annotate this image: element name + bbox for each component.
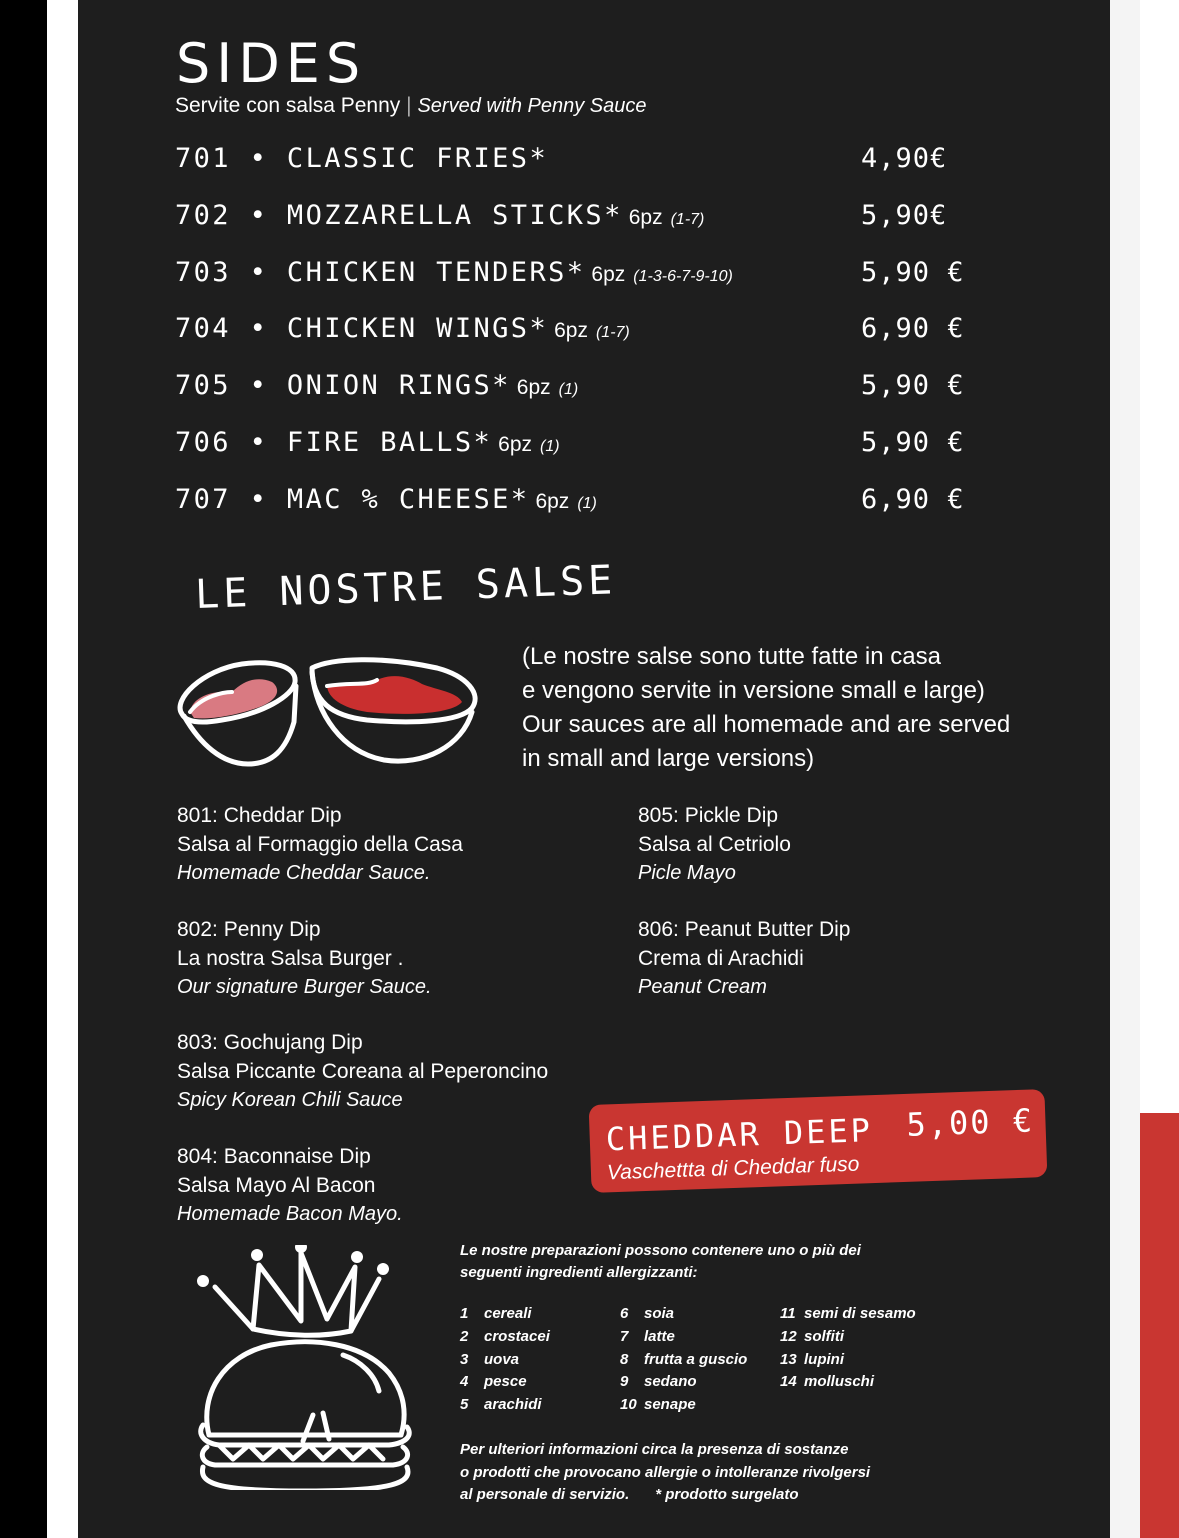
sauce-title: 804: Baconnaise Dip: [177, 1145, 371, 1168]
item-price: 4,90€: [861, 143, 948, 174]
allergen-item: 13 lupini: [780, 1350, 844, 1368]
menu-item-707: [175, 484, 975, 524]
menu-item-702: [175, 200, 975, 240]
sauce-bowls-illustration: [162, 652, 492, 772]
item-pieces: 6pz: [535, 490, 570, 513]
item-name: [175, 313, 630, 344]
item-name: [175, 200, 704, 231]
subtitle-italian: Servite con salsa Penny: [175, 94, 401, 117]
allergen-item: 1 cereali: [460, 1305, 532, 1322]
badge-title: CHEDDAR DEEP: [605, 1111, 874, 1159]
menu-page: [78, 0, 1110, 1538]
sauce-italian: Crema di Arachidi: [638, 946, 804, 970]
sauce-title: 801: Cheddar Dip: [177, 804, 342, 827]
item-label: 705 • ONION RINGS*: [175, 370, 511, 401]
crown-dot: [351, 1251, 363, 1263]
menu-item-703: [175, 257, 975, 297]
sauce-title: 802: Penny Dip: [177, 918, 321, 941]
sauce-english: Our signature Burger Sauce.: [177, 976, 432, 998]
crown-dot: [377, 1263, 389, 1275]
sauce-english: Homemade Bacon Mayo.: [177, 1203, 403, 1225]
allergen-item: 7 latte: [620, 1327, 675, 1345]
allergen-intro: Le nostre preparazioni possono contenere uno o più dei seguenti ingredienti allergizzanti:: [460, 1242, 861, 1281]
item-name: [175, 427, 560, 458]
allergen-footer: [460, 1439, 920, 1507]
item-label: 701 • CLASSIC FRIES*: [175, 143, 549, 174]
item-label: 707 • MAC % CHEESE*: [175, 484, 530, 515]
subtitle-english: Served with Penny Sauce: [417, 95, 647, 117]
item-allergens: (1): [540, 438, 560, 455]
sides-title: SIDES: [176, 32, 367, 95]
item-label: 706 • FIRE BALLS*: [175, 427, 493, 458]
item-name: [175, 484, 597, 515]
sauces-title: LE NOSTRE SALSE: [194, 557, 617, 618]
menu-item-705: [175, 370, 975, 410]
sauce-italian: Salsa Piccante Coreana al Peperoncino: [177, 1059, 549, 1083]
allergen-column-2: [620, 1303, 747, 1417]
crown-dot: [251, 1249, 263, 1261]
item-name: [175, 143, 562, 174]
allergen-item: 3 uova: [460, 1350, 520, 1368]
footer-service-note: al personale di servizio.: [460, 1486, 630, 1503]
allergen-column-3: [780, 1303, 916, 1394]
footer-line: o prodotti che provocano allergie o intolleranze rivolgersi: [460, 1463, 871, 1481]
sauces-note: [522, 640, 1042, 776]
sauce-item-805: [638, 802, 791, 888]
badge-subtitle: Vaschettta di Cheddar fuso: [606, 1152, 860, 1185]
allergen-item: 10 senape: [620, 1396, 696, 1414]
right-white-edge: [1110, 0, 1140, 1538]
item-name: [175, 257, 733, 288]
red-side-strip: [1140, 1113, 1179, 1538]
item-pieces: 6pz: [628, 206, 663, 229]
allergen-item: 9 sedano: [620, 1373, 697, 1391]
sauce-italian: Salsa al Formaggio della Casa: [177, 832, 463, 856]
item-price: 5,90 €: [861, 427, 965, 458]
allergen-item: 14 molluschi: [780, 1373, 875, 1391]
badge-price: 5,00 €: [905, 1101, 1035, 1144]
allergen-item: 4 pesce: [460, 1373, 527, 1391]
crowned-burger-icon: [193, 1245, 433, 1490]
cheddar-deep-badge: [589, 1089, 1048, 1193]
crown-dot: [197, 1275, 209, 1287]
note-line: (Le nostre salse sono tutte fatte in casa: [522, 643, 941, 670]
item-allergens: (1-7): [595, 324, 630, 341]
item-label: 704 • CHICKEN WINGS*: [175, 313, 549, 344]
footer-line: Per ulteriori informazioni circa la presenza di sostanze: [460, 1441, 849, 1458]
sauce-title: 806: Peanut Butter Dip: [638, 918, 851, 941]
item-price: 6,90 €: [861, 484, 965, 515]
menu-item-704: [175, 313, 975, 353]
subtitle-separator: |: [406, 94, 412, 117]
sides-subtitle: [175, 94, 646, 118]
sauce-item-801: [177, 802, 463, 888]
menu-item-701: [175, 143, 975, 183]
item-price: 5,90 €: [861, 257, 965, 288]
sauce-title: 803: Gochujang Dip: [177, 1031, 363, 1054]
item-pieces: 6pz: [591, 263, 626, 286]
sauce-italian: La nostra Salsa Burger .: [177, 946, 404, 970]
item-price: 6,90 €: [861, 313, 965, 344]
allergen-item: 2 crostacei: [460, 1327, 550, 1345]
frozen-product-note: * prodotto surgelato: [655, 1486, 799, 1503]
item-pieces: 6pz: [516, 376, 551, 399]
item-pieces: 6pz: [498, 433, 533, 456]
item-price: 5,90 €: [861, 370, 965, 401]
sauce-english: Spicy Korean Chili Sauce: [177, 1089, 403, 1111]
item-allergens: (1-3-6-7-9-10): [633, 268, 733, 285]
allergen-column-1: [460, 1303, 550, 1417]
allergen-item: 11 semi di sesamo: [780, 1305, 916, 1322]
allergen-item: 5 arachidi: [460, 1396, 542, 1414]
sauce-item-804: [177, 1143, 403, 1229]
sauce-item-802: [177, 916, 432, 1002]
sauce-english: Homemade Cheddar Sauce.: [177, 862, 431, 884]
item-label: 702 • MOZZARELLA STICKS*: [175, 200, 623, 231]
allergen-item: 12 solfiti: [780, 1327, 844, 1345]
sauce-english: Peanut Cream: [638, 976, 767, 998]
allergen-item: 8 frutta a guscio: [620, 1350, 748, 1368]
sauce-italian: Salsa Mayo Al Bacon: [177, 1173, 376, 1197]
sauce-title: 805: Pickle Dip: [638, 804, 779, 827]
note-line: in small and large versions): [522, 745, 815, 772]
allergen-item: 6 soia: [620, 1305, 675, 1322]
sauce-italian: Salsa al Cetriolo: [638, 832, 791, 856]
item-name: [175, 370, 578, 401]
item-allergens: (1): [577, 495, 597, 512]
item-allergens: (1): [558, 381, 579, 398]
item-allergens: (1-7): [670, 211, 705, 228]
note-line: Our sauces are all homemade and are served: [522, 711, 1011, 738]
item-label: 703 • CHICKEN TENDERS*: [175, 257, 586, 288]
crown-dot: [295, 1245, 307, 1253]
note-line: e vengono servite in versione small e large): [522, 677, 985, 704]
item-price: 5,90€: [861, 200, 948, 231]
left-black-edge: [0, 0, 47, 1538]
sauce-english: Picle Mayo: [638, 862, 736, 884]
sauce-item-803: [177, 1029, 548, 1115]
menu-item-706: [175, 427, 975, 467]
sauce-item-806: [638, 916, 850, 1002]
item-pieces: 6pz: [554, 319, 588, 342]
footer-line: [460, 1484, 920, 1507]
